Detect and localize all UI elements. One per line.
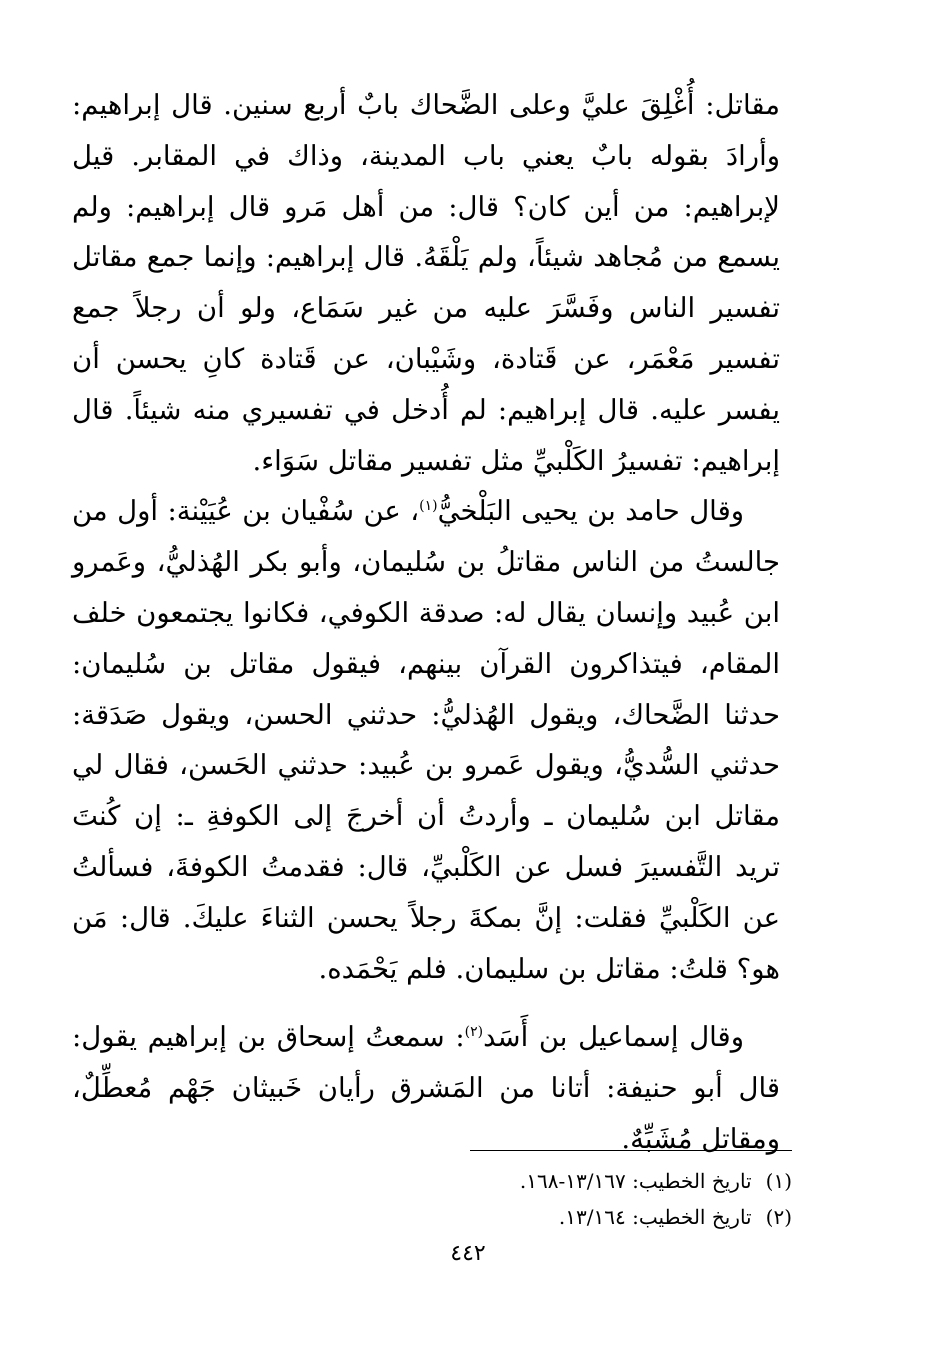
footnote-1-text: تاريخ الخطيب: ١٣/١٦٧-١٦٨. — [519, 1169, 752, 1193]
footnote-2 — [470, 1199, 792, 1235]
footnotes — [470, 1163, 792, 1235]
paragraph-3-lead: وقال إسماعيل بن أَسَد — [483, 1021, 744, 1054]
paragraph-2-lead: وقال حامد بن يحيى البَلْخيُّ — [437, 495, 744, 528]
paragraph-2 — [72, 486, 780, 994]
footnote-1 — [470, 1163, 792, 1199]
footnote-2-mark: (٢) — [765, 1205, 792, 1229]
footnote-1-mark: (١) — [765, 1169, 792, 1193]
main-text — [72, 80, 780, 1165]
footnote-2-text: تاريخ الخطيب: ١٣/١٦٤. — [558, 1205, 752, 1229]
paragraph-1: مقاتل: أُغْلِقَ عليَّ وعلى الضَّحاك بابٌ أربع سنين. قال إبراهيم: وأرادَ بقوله بابٌ يعني باب المدينة، وذاك في المقابر. قيل لإبراهيم: من أين كان؟ قال: من أهل مَرو قال إبراهيم: ولم يسمع من مُجاهد شيئاً، ولم يَلْقَهُ. قال إبراهيم: وإنما جمع مقاتل تفسير الناس وفَسَّرَ عليه من غير سَمَاع، ولو أن رجلاً جمع تفسير مَعْمَر، عن قَتادة، وشَيْبان، عن قَتادة كانِ يحسن أن يفسر عليه. قال إبراهيم: لم أُدخل في تفسيري منه شيئاً. قال إبراهيم: تفسيرُ الكَلْبيِّ مثل تفسير مقاتل سَوَاء. — [72, 89, 780, 477]
page-number: ٤٤٢ — [450, 1241, 486, 1266]
footnote-ref-2: (٢) — [464, 1024, 484, 1041]
footnote-divider — [470, 1150, 792, 1151]
paragraph-3-rest: : سمعتُ إسحاق بن إبراهيم يقول: قال أبو حنيفة: أتانا من المَشرق رأيان خَبيثان جَهْم مُعطِّلٌ، ومقاتل مُشَبِّهٌ. — [72, 1021, 780, 1155]
paragraph-3 — [72, 1012, 780, 1164]
paragraph-2-rest: ، عن سُفْيان بن عُيَيْنة: أول من جالستُ من الناس مقاتلُ بن سُليمان، وأبو بكر الهُذليُّ، وعَمرو ابن عُبيد وإنسان يقال له: صدقة الكوفي، فكانوا يجتمعون خلف المقام، فيتذاكرون القرآن بينهم، فيقول مقاتل بن سُليمان: حدثنا الضَّحاك، ويقول الهُذليُّ: حدثني الحسن، ويقول صَدَقة: حدثني السُّديُّ، ويقول عَمرو بن عُبيد: حدثني الحَسن، فقال لي مقاتل ابن سُليمان ـ وأردتُ أن أخرجَ إلى الكوفةِ ـ: إن كُنتَ تريد التَّفسيرَ فسل عن الكَلْبيِّ، قال: فقدمتُ الكوفةَ، فسألتُ عن الكَلْبيِّ فقلت: إنَّ بمكةَ رجلاً يحسن الثناءَ عليكَ. قال: مَن هو؟ قلتُ: مقاتل بن سليمان. فلم يَحْمَده. — [72, 495, 780, 985]
footnote-ref-1: (١) — [419, 498, 438, 515]
